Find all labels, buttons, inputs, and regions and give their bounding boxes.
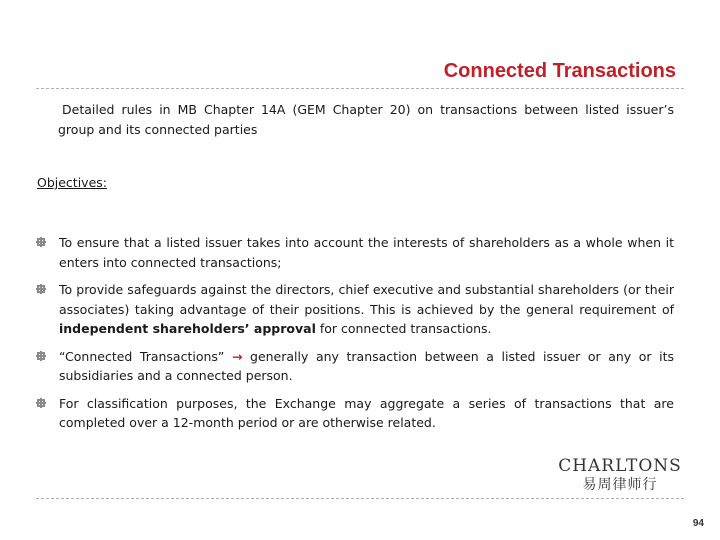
bullet-icon	[36, 398, 46, 408]
list-item	[36, 394, 674, 433]
bullet-text-after: for connected transactions.	[315, 321, 492, 336]
bullet-text-before: “Connected Transactions”	[59, 348, 232, 364]
top-divider	[36, 88, 684, 89]
logo-name-cn: 易周律师行	[582, 477, 658, 493]
bullet-icon	[36, 237, 46, 247]
bottom-divider	[36, 498, 684, 499]
slide-title: Connected Transactions	[443, 60, 676, 82]
logo-name-en: CHARLTONS	[558, 456, 682, 476]
intro-text: Detailed rules in MB Chapter 14A (GEM Chapter 20) on transactions between listed issuer’s group and its connected parties	[58, 102, 674, 137]
charltons-logo	[558, 456, 682, 496]
bullet-text-bold: independent shareholders’ approval	[59, 321, 316, 336]
bullet-icon	[36, 284, 46, 294]
objectives-list	[36, 233, 674, 441]
objectives-heading: Objectives:	[37, 175, 107, 190]
list-item	[36, 233, 674, 272]
bullet-icon	[36, 351, 46, 361]
page-number: 94	[692, 518, 704, 529]
bullet-text: To ensure that a listed issuer takes into account the interests of shareholders as a whole when it enters into connected transactions;	[59, 235, 674, 270]
list-item	[36, 347, 674, 386]
bullet-text-after: generally any transaction between a listed issuer or any or its subsidiaries and a connected person.	[59, 348, 674, 383]
bullet-text-before: To provide safeguards against the directors, chief executive and substantial shareholders (or their associates) taking advantage of their positions. This is achieved by the general requirement of	[59, 282, 674, 317]
list-item	[36, 280, 674, 339]
arrow-right-icon: →	[231, 348, 243, 364]
bullet-text: For classification purposes, the Exchange may aggregate a series of transactions that are completed over a 12-month period or are otherwise related.	[59, 395, 674, 430]
